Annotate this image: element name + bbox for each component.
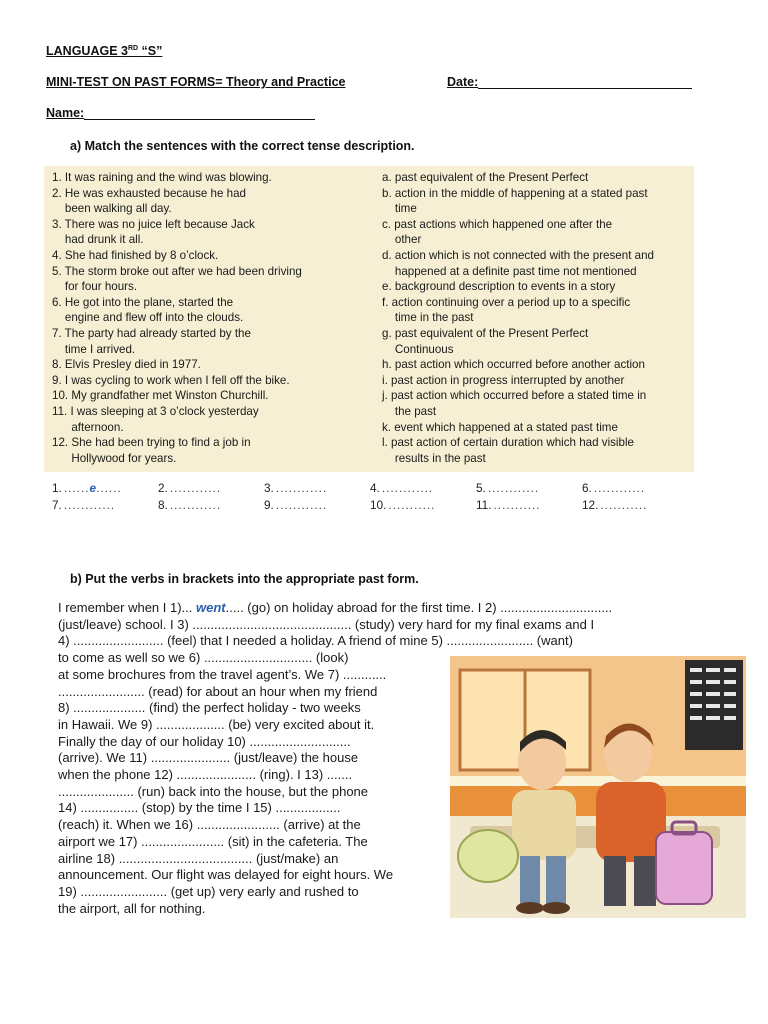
sentence-line: 3. There was no juice left because Jack	[52, 217, 255, 231]
story-line: to come as well so we 6) .............................. (look)	[58, 650, 349, 666]
story-line: I remember when I 1)... went..... (go) on holiday abroad for the first time. I 2) ...............................	[58, 600, 613, 615]
description-line: a. past equivalent of the Present Perfect	[382, 171, 589, 184]
answer-slot[interactable]: 5. ............	[476, 481, 540, 495]
description-line: results in the past	[382, 451, 486, 465]
sentence-line: been walking all day.	[52, 202, 172, 216]
description-line: i. past action in progress interrupted by another	[382, 373, 625, 387]
sentence-line: 4. She had finished by 8 o’clock.	[52, 248, 219, 262]
story-line: when the phone 12) ...................... (ring). I 13) .......	[58, 767, 353, 783]
story-line: (just/leave) school. I 3) ............................................ (study) very hard for my final exams and I	[58, 616, 595, 632]
description-line: time in the past	[382, 311, 474, 325]
answer-slot[interactable]: 9. ............	[264, 498, 328, 512]
sentence-line: Hollywood for years.	[52, 451, 177, 465]
section-a-instruction: a) Match the sentences with the correct tense description.	[70, 139, 415, 153]
sentence-line: 11. I was sleeping at 3 o’clock yesterday	[52, 404, 259, 418]
name-field[interactable]: Name:	[46, 106, 315, 120]
sentence-line: afternoon.	[52, 420, 124, 434]
answer-slot[interactable]: 12. ...........	[582, 498, 648, 512]
test-title: MINI-TEST ON PAST FORMS= Theory and Practice	[46, 75, 346, 89]
sentence-line: 7. The party had already started by the	[52, 326, 251, 340]
story-line: 4) ......................... (feel) that I needed a holiday. A friend of mine 5) ........................ (want)	[58, 633, 573, 649]
answer-grid	[52, 481, 692, 515]
answer-slot[interactable]: 8. ............	[158, 498, 222, 512]
answer-value: e	[89, 481, 97, 495]
sentence-line: 6. He got into the plane, started the	[52, 295, 234, 309]
story-line: airline 18) ..................................... (just/make) an	[58, 850, 339, 866]
answer-slot[interactable]: 4. ............	[370, 481, 434, 495]
story-line: at some brochures from the travel agent’s. We 7) ............	[58, 666, 387, 682]
matching-panel	[44, 166, 694, 472]
language-heading: LANGUAGE 3RD “S”	[46, 44, 163, 58]
description-line: j. past action which occurred before a stated time in	[382, 389, 647, 403]
sentence-line: 10. My grandfather met Winston Churchill.	[52, 389, 269, 403]
description-line: other	[382, 233, 422, 247]
sentence-line: 5. The storm broke out after we had been driving	[52, 264, 302, 278]
sentence-line: time I arrived.	[52, 342, 136, 356]
description-line: h. past action which occurred before another action	[382, 358, 645, 372]
waiting-travellers-illustration	[450, 656, 746, 918]
date-field[interactable]: Date:	[447, 75, 692, 89]
answer-slot[interactable]: 1. ......e......	[52, 481, 122, 495]
sentence-line: for four hours.	[52, 280, 138, 294]
sentence-line: 12. She had been trying to find a job in	[52, 436, 251, 450]
description-line: e. background description to events in a story	[382, 280, 616, 294]
description-line: d. action which is not connected with the present and	[382, 248, 654, 262]
sentences-column	[52, 170, 362, 466]
story-line: (reach) it. When we 16) ....................... (arrive) at the	[58, 817, 361, 833]
description-line: f. action continuing over a period up to a specific	[382, 295, 631, 309]
story-line: ........................ (read) for about an hour when my friend	[58, 683, 378, 699]
descriptions-column	[382, 170, 692, 466]
answer-slot[interactable]: 6. ............	[582, 481, 646, 495]
example-answer: went	[196, 600, 226, 615]
story-line: 14) ................ (stop) by the time I 15) ..................	[58, 800, 341, 816]
story-line: in Hawaii. We 9) ................... (be) very excited about it.	[58, 716, 375, 732]
answer-slot[interactable]: 3. ............	[264, 481, 328, 495]
story-line: the airport, all for nothing.	[58, 900, 206, 916]
description-line: Continuous	[382, 342, 454, 356]
description-line: g. past equivalent of the Present Perfect	[382, 326, 589, 340]
sentence-line: 2. He was exhausted because he had	[52, 186, 247, 200]
story-line: 19) ........................ (get up) very early and rushed to	[58, 883, 359, 899]
answer-slot[interactable]: 11. ...........	[476, 498, 541, 512]
answer-slot[interactable]: 7. ............	[52, 498, 116, 512]
description-line: l. past action of certain duration which had visible	[382, 436, 634, 450]
sentence-line: 1. It was raining and the wind was blowing.	[52, 171, 272, 184]
story-line: ..................... (run) back into the house, but the phone	[58, 783, 369, 799]
story-line: Finally the day of our holiday 10) ............................	[58, 733, 351, 749]
sentence-line: 9. I was cycling to work when I fell off the bike.	[52, 373, 290, 387]
description-line: the past	[382, 404, 437, 418]
sentence-line: engine and flew off into the clouds.	[52, 311, 244, 325]
description-line: happened at a definite past time not mentioned	[382, 264, 637, 278]
description-line: time	[382, 202, 417, 216]
story-line: announcement. Our flight was delayed for eight hours. We	[58, 867, 394, 883]
story-line: 8) .................... (find) the perfect holiday - two weeks	[58, 700, 361, 716]
description-line: k. event which happened at a stated past time	[382, 420, 618, 434]
story-line: (arrive). We 11) ...................... (just/leave) the house	[58, 750, 359, 766]
description-line: b. action in the middle of happening at a stated past	[382, 186, 648, 200]
answer-slot[interactable]: 2. ............	[158, 481, 222, 495]
sentence-line: had drunk it all.	[52, 233, 144, 247]
answer-slot[interactable]: 10. ...........	[370, 498, 436, 512]
section-b-instruction: b) Put the verbs in brackets into the appropriate past form.	[70, 572, 419, 586]
sentence-line: 8. Elvis Presley died in 1977.	[52, 358, 201, 372]
description-line: c. past actions which happened one after the	[382, 217, 613, 231]
story-line: airport we 17) ....................... (sit) in the cafeteria. The	[58, 833, 368, 849]
